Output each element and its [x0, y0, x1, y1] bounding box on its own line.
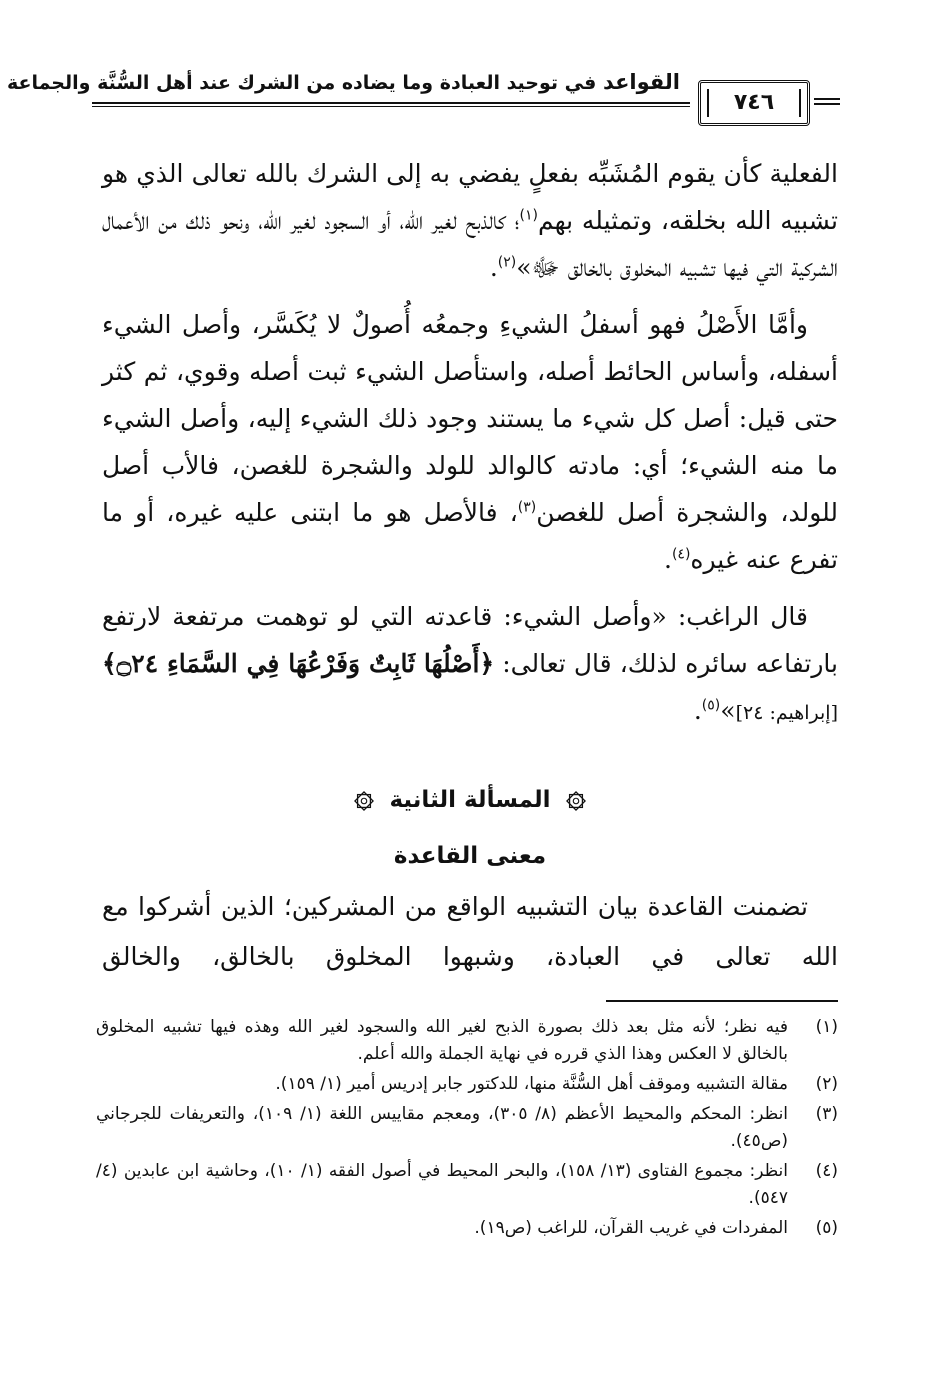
running-header: [6, 62, 840, 132]
octagram-icon: [353, 790, 375, 812]
footnote-number: (٣): [815, 1104, 838, 1124]
paragraph-3-text-a: قال الراغب: «وأصل الشيء: قاعدته التي لو توهمت مرتفعة لارتفع بارتفاعه سائره لذلك، قال تعالى:: [102, 602, 838, 678]
footnote-number: (٥): [815, 1218, 838, 1238]
paragraph-1-text-b: ؛ كالذبح لغير الله، أو السجود لغير الله، ونحو ذلك من الأعمال الشركية التي فيها تشبيه المخلوق بالخالق ﷻ»: [102, 206, 838, 282]
verse-reference: [إبراهيم: ٢٤]: [735, 702, 838, 724]
header-dash: [814, 98, 840, 100]
footnote-ref-2[interactable]: (٢): [497, 254, 517, 271]
main-text: [102, 150, 838, 737]
paragraph-3-text-b: »: [720, 696, 736, 725]
paragraph-3: [102, 593, 838, 737]
footnote-5: [96, 1215, 838, 1242]
footnote-ref-1[interactable]: (١): [519, 207, 538, 224]
page-number-box: [698, 80, 810, 126]
footnote-2: [96, 1071, 838, 1098]
header-title-text: في توحيد العبادة وما يضاده من الشرك عند أهل السُّنَّة والجماعة: [6, 72, 597, 94]
footnote-text: المفردات في غريب القرآن، للراغب (ص١٩).: [474, 1218, 788, 1238]
footnote-separator: [606, 1000, 838, 1002]
footnote-number: (٢): [815, 1074, 838, 1094]
paragraph-3-text-c: .: [693, 696, 702, 725]
paragraph-1-text-a: الفعلية كأن يقوم المُشَبِّه بفعلٍ يفضي به إلى الشرك بالله تعالى الذي هو تشبيه الله بخلقه، وتمثيله بهم: [102, 159, 838, 235]
footnote-text: فيه نظر؛ لأنه مثل بعد ذلك بصورة الذبح لغير الله والسجود لغير الله وهذه فيها تشبيه المخلوق بالخالق لا العكس وهذا الذي قرره في نهاية الجملة والله أعلم.: [96, 1017, 788, 1064]
footnote-ref-3[interactable]: (٣): [517, 499, 537, 516]
footnotes: [96, 1014, 838, 1245]
footnote-3: [96, 1101, 838, 1155]
header-brand: القواعد: [602, 70, 680, 94]
octagram-icon: [565, 790, 587, 812]
paragraph-1: [102, 150, 838, 291]
main-text-continued: [102, 882, 838, 982]
footnote-number: (٤): [815, 1161, 838, 1181]
section-title: [102, 778, 838, 822]
footnote-ref-4[interactable]: (٤): [671, 546, 691, 563]
paragraph-2-text-b: ، فالأصل هو ما ابتنى عليه غيره، أو ما تفرع عنه غيره: [102, 498, 838, 574]
section-subtitle: معنى القاعدة: [393, 843, 547, 869]
header-title: [7, 70, 680, 94]
paragraph-4: تضمنت القاعدة بيان التشبيه الواقع من المشركين؛ الذين أشركوا مع الله تعالى في العبادة، وشبهوا المخلوق بالخالق، والخالق: [102, 892, 838, 971]
paragraph-2-text-a: وأمَّا الأَصْلُ فهو أسفلُ الشيءِ وجمعُه أُصولٌ لا يُكَسَّر، وأصل الشيء أسفله، وأساس الحائط أصله، واستأصل الشيء ثبت أصله وقوي، ثم كثر حتى قيل: أصل كل شيء ما يستند وجود ذلك الشيء إليه، وأصل الشيء ما منه الشيء؛ أي: مادته كالوالد للولد والشجرة للغصن، فالأب أصل للولد، والشجرة أصل للغصن: [102, 310, 838, 527]
footnote-text: انظر: مجموع الفتاوى (١٣/ ١٥٨)، والبحر المحيط في أصول الفقه (١/ ١٠)، وحاشية ابن عابدين (٤/ ٥٤٧).: [96, 1161, 788, 1208]
page-number: ٧٤٦: [733, 90, 775, 115]
section-title-text: المسألة الثانية: [389, 787, 551, 813]
footnote-number: (١): [815, 1017, 838, 1037]
paragraph-2-text-c: .: [663, 545, 672, 574]
footnote-4: [96, 1158, 838, 1212]
header-rule-thin: [92, 106, 690, 107]
section-heading: [102, 778, 838, 878]
paragraph-1-text-c: .: [489, 253, 498, 282]
header-dash-lower: [814, 103, 840, 105]
footnote-ref-5[interactable]: (٥): [701, 697, 721, 714]
header-rule: [92, 102, 690, 104]
quran-verse: ﴿أَصْلُهَا ثَابِتٌ وَفَرْعُهَا فِي السَّمَاءِ ۝٢٤﴾: [102, 649, 495, 678]
footnote-1: [96, 1014, 838, 1068]
footnote-text: مقالة التشبيه وموقف أهل السُّنَّة منها، للدكتور جابر إدريس أمير (١/ ١٥٩).: [275, 1074, 788, 1094]
paragraph-2: [102, 301, 838, 583]
footnote-text: انظر: المحكم والمحيط الأعظم (٨/ ٣٠٥)، ومعجم مقاييس اللغة (١/ ١٠٩)، والتعريفات للجرجاني (ص٤٥).: [96, 1104, 789, 1151]
